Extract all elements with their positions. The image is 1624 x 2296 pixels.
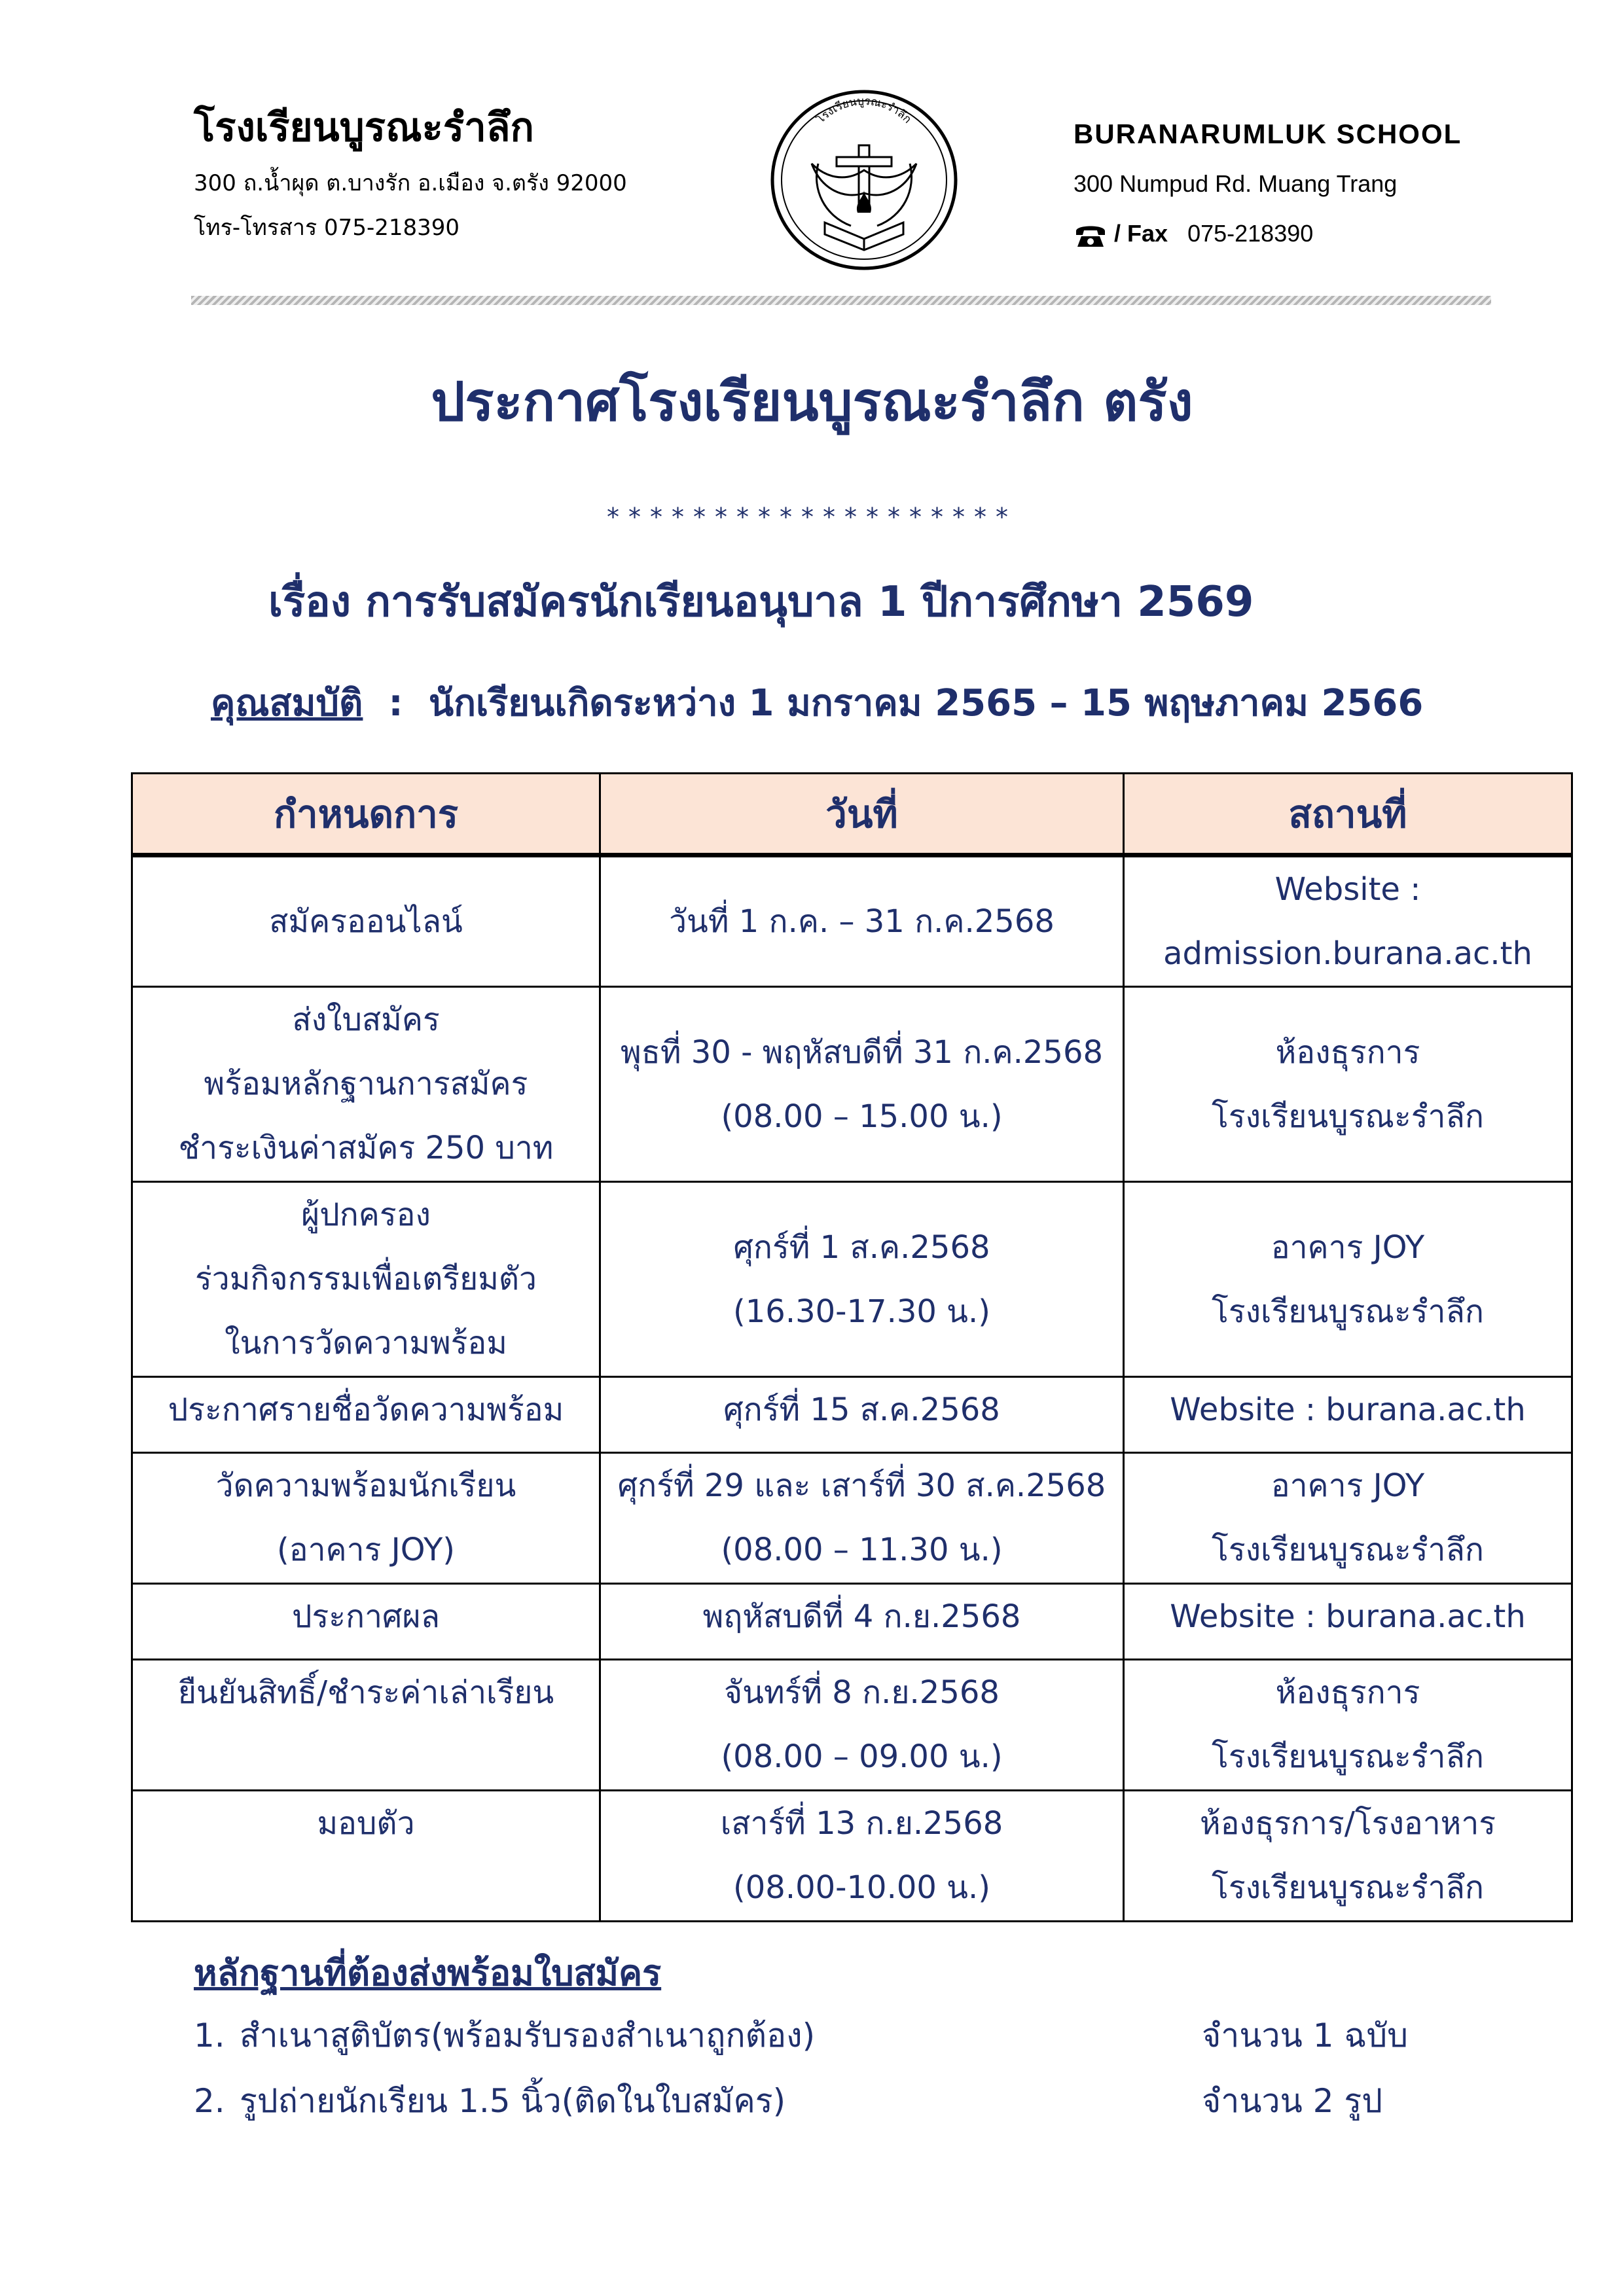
date-text: เสาร์ที่ 13 ก.ย.2568 [720, 1805, 1003, 1842]
place-cell [1124, 1453, 1572, 1584]
table-row [132, 1791, 1572, 1922]
date-text: พุธที่ 30 - พฤหัสบดีที่ 31 ก.ค.2568 [620, 1033, 1104, 1071]
header-divider [191, 296, 1491, 305]
task-text: วัดความพร้อมนักเรียน [215, 1467, 516, 1504]
place-cell [1124, 987, 1572, 1182]
school-fax [1074, 214, 1462, 253]
place-text: โรงเรียนบูรณะรำลึก [1212, 1098, 1484, 1135]
date-text: ศุกร์ที่ 1 ส.ค.2568 [733, 1229, 990, 1266]
school-logo [766, 85, 962, 275]
task-text: ส่งใบสมัคร [292, 1001, 440, 1038]
date-text: จันทร์ที่ 8 ก.ย.2568 [724, 1674, 1000, 1711]
schedule-table [131, 772, 1573, 1922]
task-cell [132, 1182, 600, 1377]
place-cell [1124, 1584, 1572, 1660]
fax-number: 075-218390 [1187, 220, 1314, 247]
task-text: ร่วมกิจกรรมเพื่อเตรียมตัว [195, 1261, 537, 1297]
item-quantity: จำนวน 2 รูป [1202, 2082, 1383, 2120]
announcement-title: ประกาศโรงเรียนบูรณะรำลึก ตรัง [431, 371, 1193, 433]
list-item [194, 2003, 1437, 2068]
task-text: สมัครออนไลน์ [269, 903, 463, 940]
school-header-thai [194, 98, 627, 246]
header-place: สถานที่ [1124, 774, 1572, 855]
header-date: วันที่ [600, 774, 1124, 855]
date-cell [600, 1377, 1124, 1453]
place-text: ห้องธุรการ [1275, 1674, 1420, 1711]
item-number: 1. [194, 2017, 225, 2054]
school-address-english: 300 Numpud Rd. Muang Trang [1074, 170, 1398, 197]
place-text: ห้องธุรการ [1275, 1033, 1420, 1071]
date-cell [600, 987, 1124, 1182]
decorative-stars: ******************* [607, 503, 1017, 531]
task-cell [132, 987, 600, 1182]
svg-text:โรงเรียนบูรณะรำลึก: โรงเรียนบูรณะรำลึก [814, 94, 914, 126]
item-number: 2. [194, 2082, 225, 2120]
place-text: โรงเรียนบูรณะรำลึก [1212, 1738, 1484, 1775]
date-cell [600, 1584, 1124, 1660]
place-text: โรงเรียนบูรณะรำลึก [1212, 1532, 1484, 1568]
task-cell [132, 1660, 600, 1791]
date-text: (08.00-10.00 น.) [733, 1869, 990, 1906]
place-text: ห้องธุรการ/โรงอาหาร [1199, 1805, 1496, 1842]
school-address-thai: 300 ถ.น้ำผุด ต.บางรัก อ.เมือง จ.ตรัง 92000 [194, 170, 627, 196]
item-quantity: จำนวน 1 ฉบับ [1202, 2017, 1408, 2054]
task-text: ประกาศผล [291, 1598, 441, 1635]
place-text: โรงเรียนบูรณะรำลึก [1212, 1869, 1484, 1906]
task-text: มอบตัว [317, 1805, 415, 1842]
date-text: (08.00 – 09.00 น.) [721, 1738, 1003, 1775]
place-text: อาคาร JOY [1271, 1229, 1425, 1266]
task-text: ชำระเงินค่าสมัคร 250 บาท [178, 1130, 554, 1166]
task-cell [132, 855, 600, 987]
qualification-separator: : [363, 682, 429, 725]
date-cell [600, 1453, 1124, 1584]
table-row [132, 1182, 1572, 1377]
date-text: (08.00 – 15.00 น.) [721, 1098, 1003, 1135]
documents-heading: หลักฐานที่ต้องส่งพร้อมใบสมัคร [194, 1952, 662, 1994]
table-row [132, 1453, 1572, 1584]
task-text: ในการวัดความพร้อม [225, 1325, 507, 1361]
school-header-english [1074, 115, 1462, 253]
task-text: (อาคาร JOY) [277, 1532, 455, 1568]
date-text: พฤหัสบดีที่ 4 ก.ย.2568 [702, 1598, 1021, 1635]
qualification-label: คุณสมบัติ [211, 682, 363, 725]
qualification-text: นักเรียนเกิดระหว่าง 1 มกราคม 2565 – 15 พฤษภาคม 2566 [428, 682, 1424, 725]
item-text: สำเนาสูติบัตร(พร้อมรับรองสำเนาถูกต้อง) [240, 2017, 816, 2054]
task-cell [132, 1791, 600, 1922]
fax-label: / Fax [1114, 220, 1168, 247]
place-text: admission.burana.ac.th [1163, 935, 1532, 972]
date-text: ศุกร์ที่ 29 และ เสาร์ที่ 30 ส.ค.2568 [617, 1467, 1106, 1504]
place-cell [1124, 855, 1572, 987]
task-cell [132, 1584, 600, 1660]
school-phone-thai: โทร-โทรสาร 075-218390 [194, 215, 460, 241]
required-documents [194, 1944, 1437, 2134]
date-text: วันที่ 1 ก.ค. – 31 ก.ค.2568 [669, 903, 1055, 940]
school-name-thai: โรงเรียนบูรณะรำลึก [194, 105, 534, 151]
task-text: ยืนยันสิทธิ์/ชำระค่าเล่าเรียน [177, 1674, 554, 1711]
place-text: อาคาร JOY [1271, 1467, 1425, 1504]
task-text: ประกาศรายชื่อวัดความพร้อม [168, 1391, 564, 1428]
qualification-line [211, 674, 1423, 733]
table-row [132, 1377, 1572, 1453]
school-name-english: BURANARUMLUK SCHOOL [1074, 118, 1462, 149]
place-cell [1124, 1791, 1572, 1922]
place-cell [1124, 1182, 1572, 1377]
table-row [132, 1584, 1572, 1660]
table-row [132, 987, 1572, 1182]
date-text: (08.00 – 11.30 น.) [721, 1532, 1003, 1568]
place-text: Website : burana.ac.th [1170, 1391, 1526, 1428]
date-cell [600, 1182, 1124, 1377]
date-text: (16.30-17.30 น.) [733, 1293, 990, 1330]
task-cell [132, 1453, 600, 1584]
item-text: รูปถ่ายนักเรียน 1.5 นิ้ว(ติดในใบสมัคร) [240, 2082, 786, 2120]
place-cell [1124, 1377, 1572, 1453]
table-row [132, 855, 1572, 987]
task-text: พร้อมหลักฐานการสมัคร [204, 1066, 528, 1102]
place-cell [1124, 1660, 1572, 1791]
place-text: Website : burana.ac.th [1170, 1598, 1526, 1635]
date-text: ศุกร์ที่ 15 ส.ค.2568 [723, 1391, 1000, 1428]
date-cell [600, 1660, 1124, 1791]
date-cell [600, 1791, 1124, 1922]
telephone-icon [1074, 222, 1108, 248]
list-item [194, 2068, 1437, 2134]
task-cell [132, 1377, 600, 1453]
announcement-subject: เรื่อง การรับสมัครนักเรียนอนุบาล 1 ปีการศึกษา 2569 [268, 578, 1254, 626]
header-schedule: กำหนดการ [132, 774, 600, 855]
place-text: โรงเรียนบูรณะรำลึก [1212, 1293, 1484, 1330]
table-header-row [132, 774, 1572, 855]
task-text: ผู้ปกครอง [301, 1196, 431, 1233]
place-text: Website : [1274, 871, 1421, 908]
table-row [132, 1660, 1572, 1791]
date-cell [600, 855, 1124, 987]
